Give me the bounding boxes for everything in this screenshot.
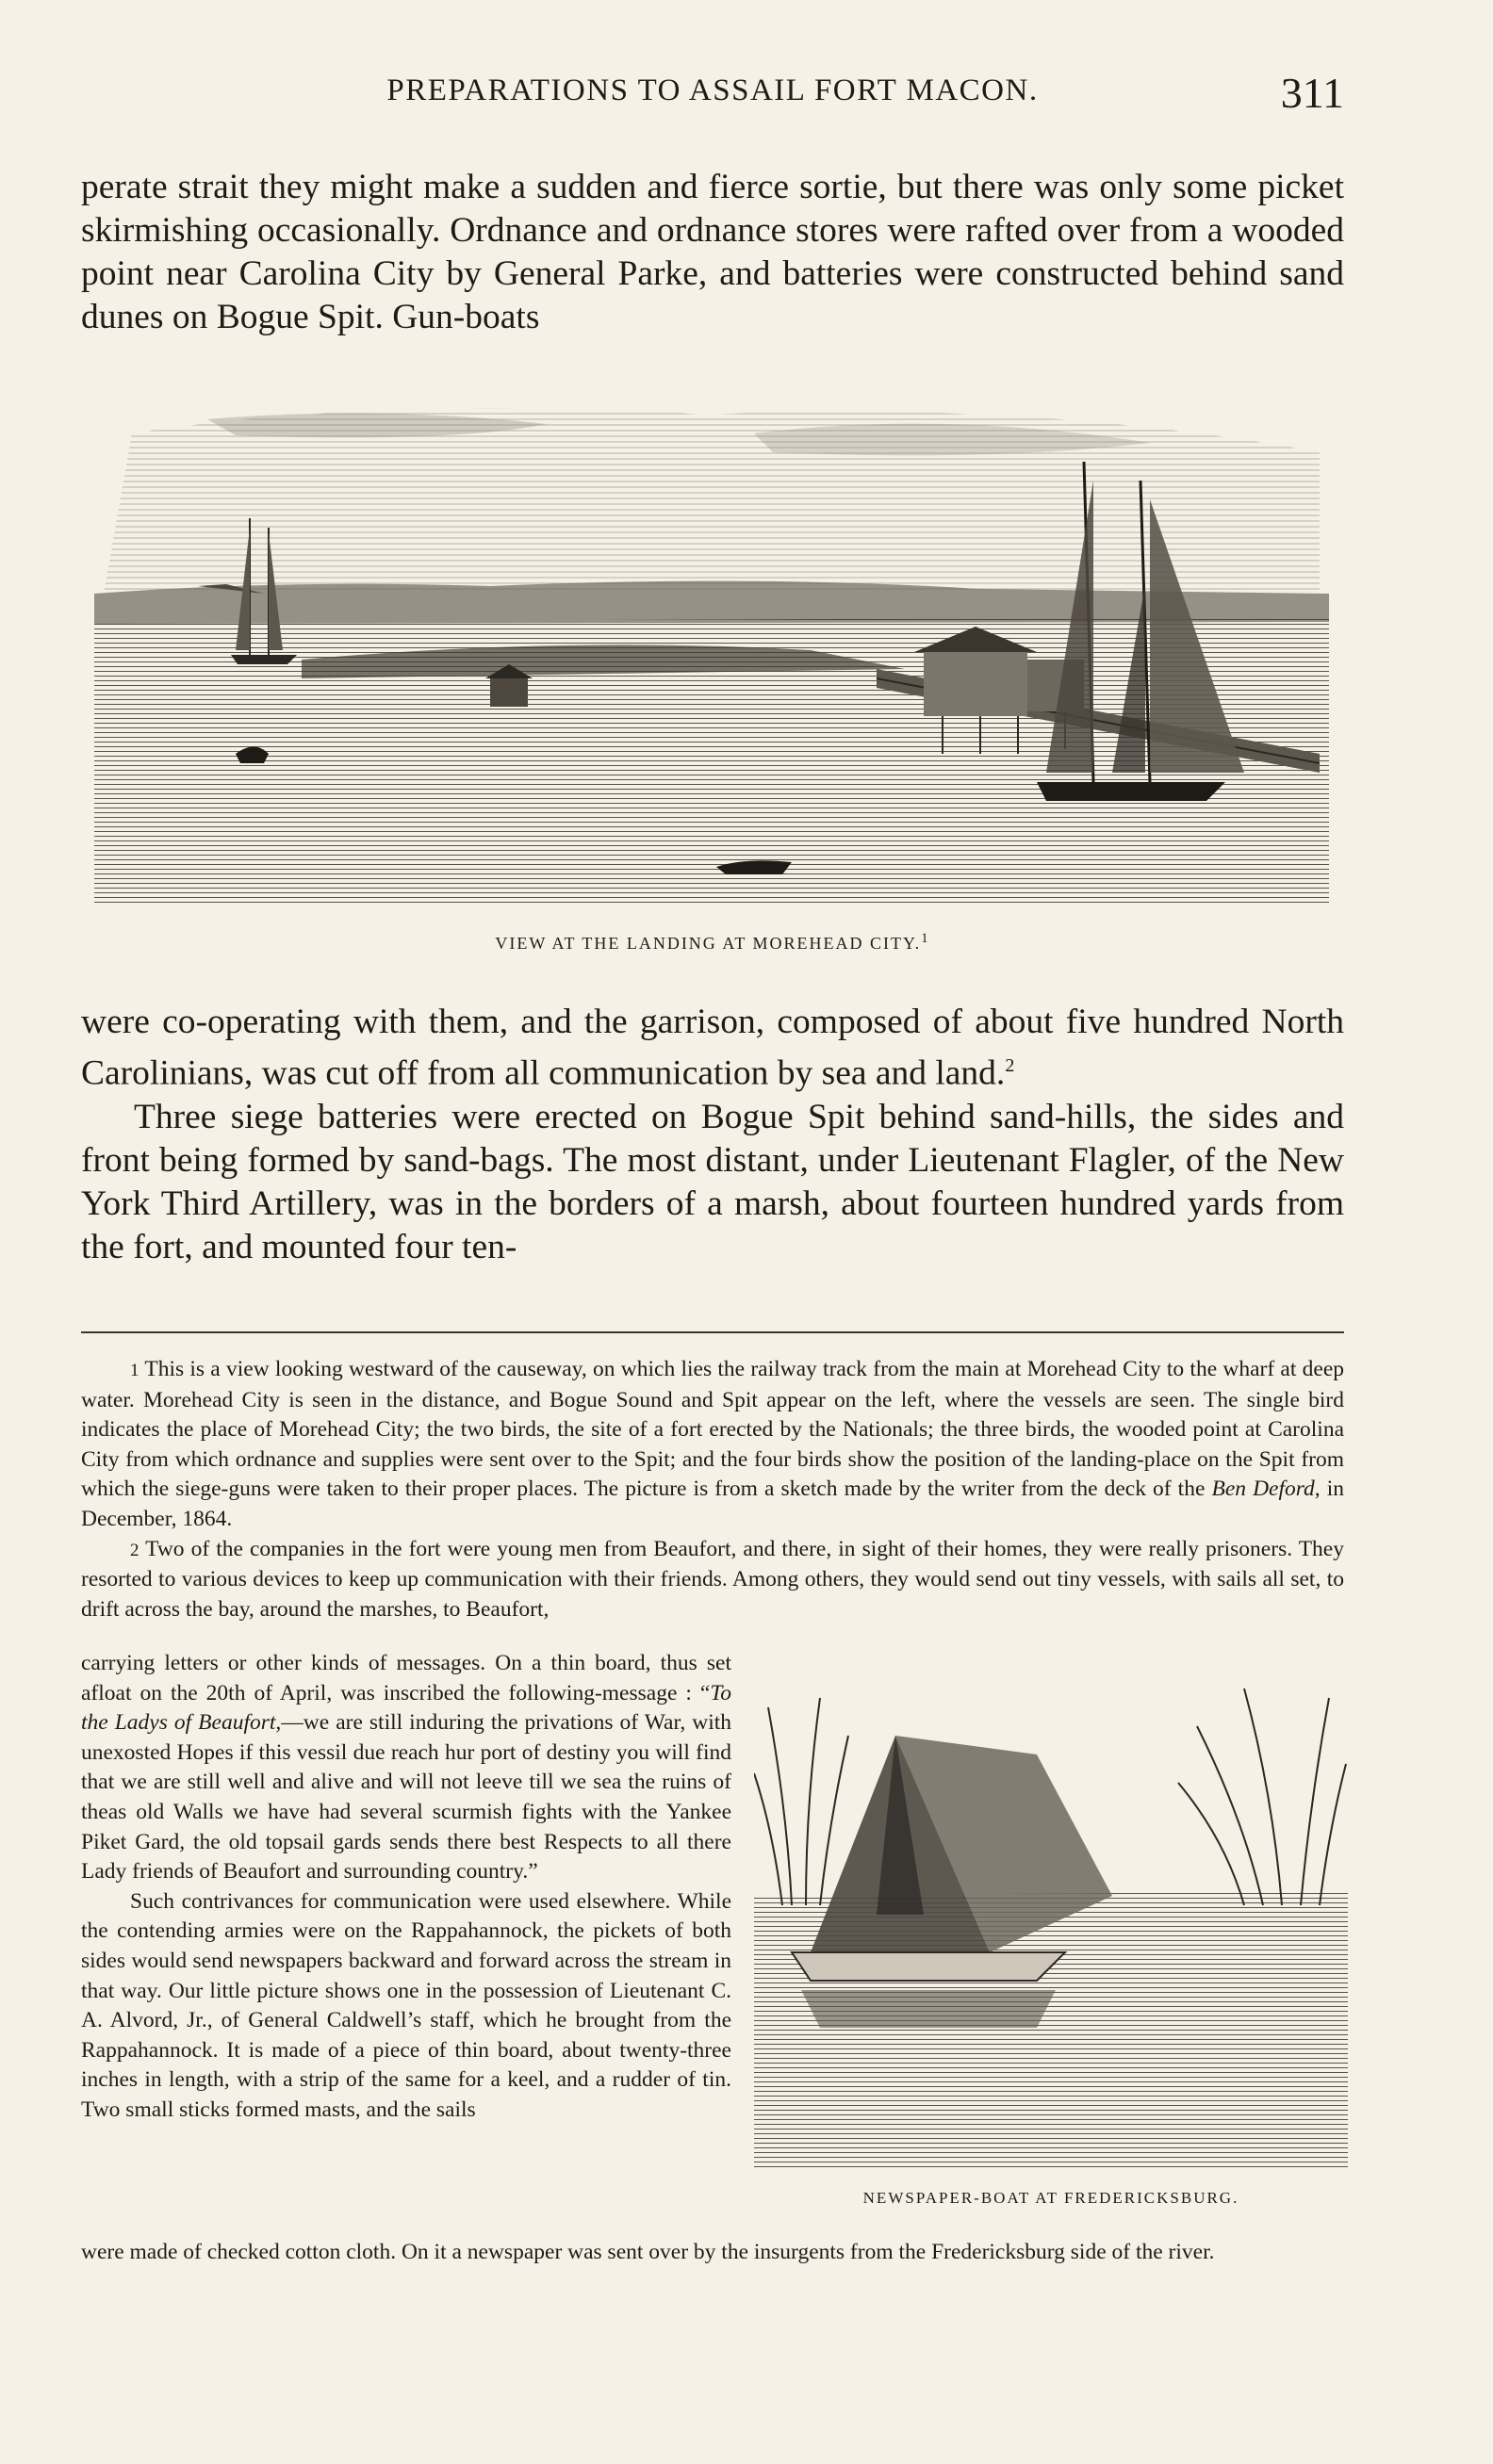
footnotes bbox=[81, 1355, 1344, 1624]
page-number: 311 bbox=[1280, 69, 1344, 117]
message-body: —we are still induring the privations of War, with unexosted Hopes if this vessil due reach hur port of destiny you will find that we are still well and alive and will not leeve till we sea the ruins of theas old Walls we have had several scurmish fights with the Yankee Piket Gard, the old topsail gards sends there best Respects to all there Lady friends of Beaufort and surrounding country.” bbox=[81, 1710, 731, 1885]
footnote-rule bbox=[81, 1331, 1344, 1333]
paragraph-continuation: perate strait they might make a sudden and fierce sortie, but there was only some picket skirmishing occasionally. Ordnance and ordnance stores were rafted over from a wooded point near Carolina City by General Parke, and batteries were constructed behind sand dunes on Bogue Spit. Gun-boats bbox=[81, 168, 1344, 336]
footnote-2-text: Two of the companies in the fort were young men from Beaufort, and there, in sight of their homes, they were really prisoners. They resorted to various devices to keep up communication with their friends. Among others, they would send out tiny vessels, with sails all set, to drift across the bay, around the marshes, to Beaufort, bbox=[81, 1536, 1344, 1622]
footnote-2-ending: were made of checked cotton cloth. On it a newspaper was sent over by the insurgents from the Fredericksburg side of the river. bbox=[81, 2240, 1215, 2264]
message-lead: carrying letters or other kinds of messages. On a thin board, thus set afloat on the 20th of April, was inscribed the following-message : “ bbox=[81, 1651, 731, 1705]
paragraph-siege-batteries: Three siege batteries were erected on Bogue Spit behind sand-hills, the sides and front being formed by sand-bags. The most distant, under Lieutenant Flagler, of the New York Third Artillery, was in the borders of a marsh, about fourteen hundred yards from the fort, and mounted four ten- bbox=[81, 1097, 1344, 1266]
landing-engraving bbox=[94, 377, 1329, 905]
footnote-2-tail bbox=[81, 2238, 1344, 2268]
figure-landing-morehead-city bbox=[94, 377, 1329, 905]
footnote-1-date: , in December, 1864. bbox=[81, 1477, 1345, 1531]
footnote-1-ship-name: Ben Deford bbox=[1211, 1477, 1315, 1502]
paragraph-gunboats-text: were co-operating with them, and the garrison, composed of about five hundred North Carolinians, was cut off from all communication by sea and land. bbox=[81, 1003, 1344, 1093]
footnote-2-message bbox=[81, 1649, 731, 1887]
footnote-1-text: This is a view looking westward of the causeway, on which lies the railway track from the main at Morehead City to the wharf at deep water. Morehead City is seen in the distance, and Bogue Sound and Spit appear on the left, where the vessels are seen. The single bird indicates the place of Morehead City; the two birds, the site of a fort erected by the Nationals; the three birds, the wooded point at Carolina City from which ordnance and supplies were sent over to the Spit; and the four birds show the position of the landing-place on the Spit from which the siege-guns were taken to their proper places. The picture is from a sketch made by the writer from the deck of the bbox=[81, 1357, 1345, 1502]
footnote-2-intro bbox=[81, 1535, 1344, 1625]
footnote-ref-2: 2 bbox=[1005, 1055, 1015, 1076]
paragraph-top bbox=[81, 166, 1344, 339]
figure-caption-newspaper-boat: NEWSPAPER-BOAT AT FREDERICKSBURG. bbox=[862, 2189, 1239, 2207]
message-salutation: To the Ladys of Beaufort, bbox=[81, 1680, 731, 1736]
paragraph-after-figure bbox=[81, 1001, 1344, 1269]
paragraph-gunboats bbox=[81, 1001, 1344, 1096]
figure-caption-landing bbox=[81, 931, 1344, 954]
footnote-2-continuation: Such contrivances for communication were used elsewhere. While the contending armies were on the Rappahannock, the pickets of both sides would send newspapers backward and forward across the stream in that way. Our little picture shows one in the possession of Lieutenant C. A. Alvord, Jr., of General Caldwell’s staff, which he brought from the Rappahannock. It is made of a piece of thin board, about twenty-three inches in length, with a strip of the same for a keel, and a rudder of tin. Two small sticks formed masts, and the sails bbox=[81, 1888, 731, 2122]
caption-text: VIEW AT THE LANDING AT MOREHEAD CITY. bbox=[495, 934, 922, 953]
running-title: PREPARATIONS TO ASSAIL FORT MACON. bbox=[386, 73, 1039, 107]
newspaper-boat-engraving bbox=[754, 1670, 1348, 2169]
caption-footnote-ref: 1 bbox=[921, 931, 930, 946]
figure-newspaper-boat bbox=[754, 1670, 1348, 2169]
footnote-1 bbox=[81, 1355, 1344, 1535]
footnote-2-wrapped-text bbox=[81, 1649, 731, 2126]
footnote-2-number: 2 bbox=[130, 1540, 139, 1560]
running-head bbox=[81, 69, 1344, 130]
footnote-1-number: 1 bbox=[130, 1361, 139, 1380]
